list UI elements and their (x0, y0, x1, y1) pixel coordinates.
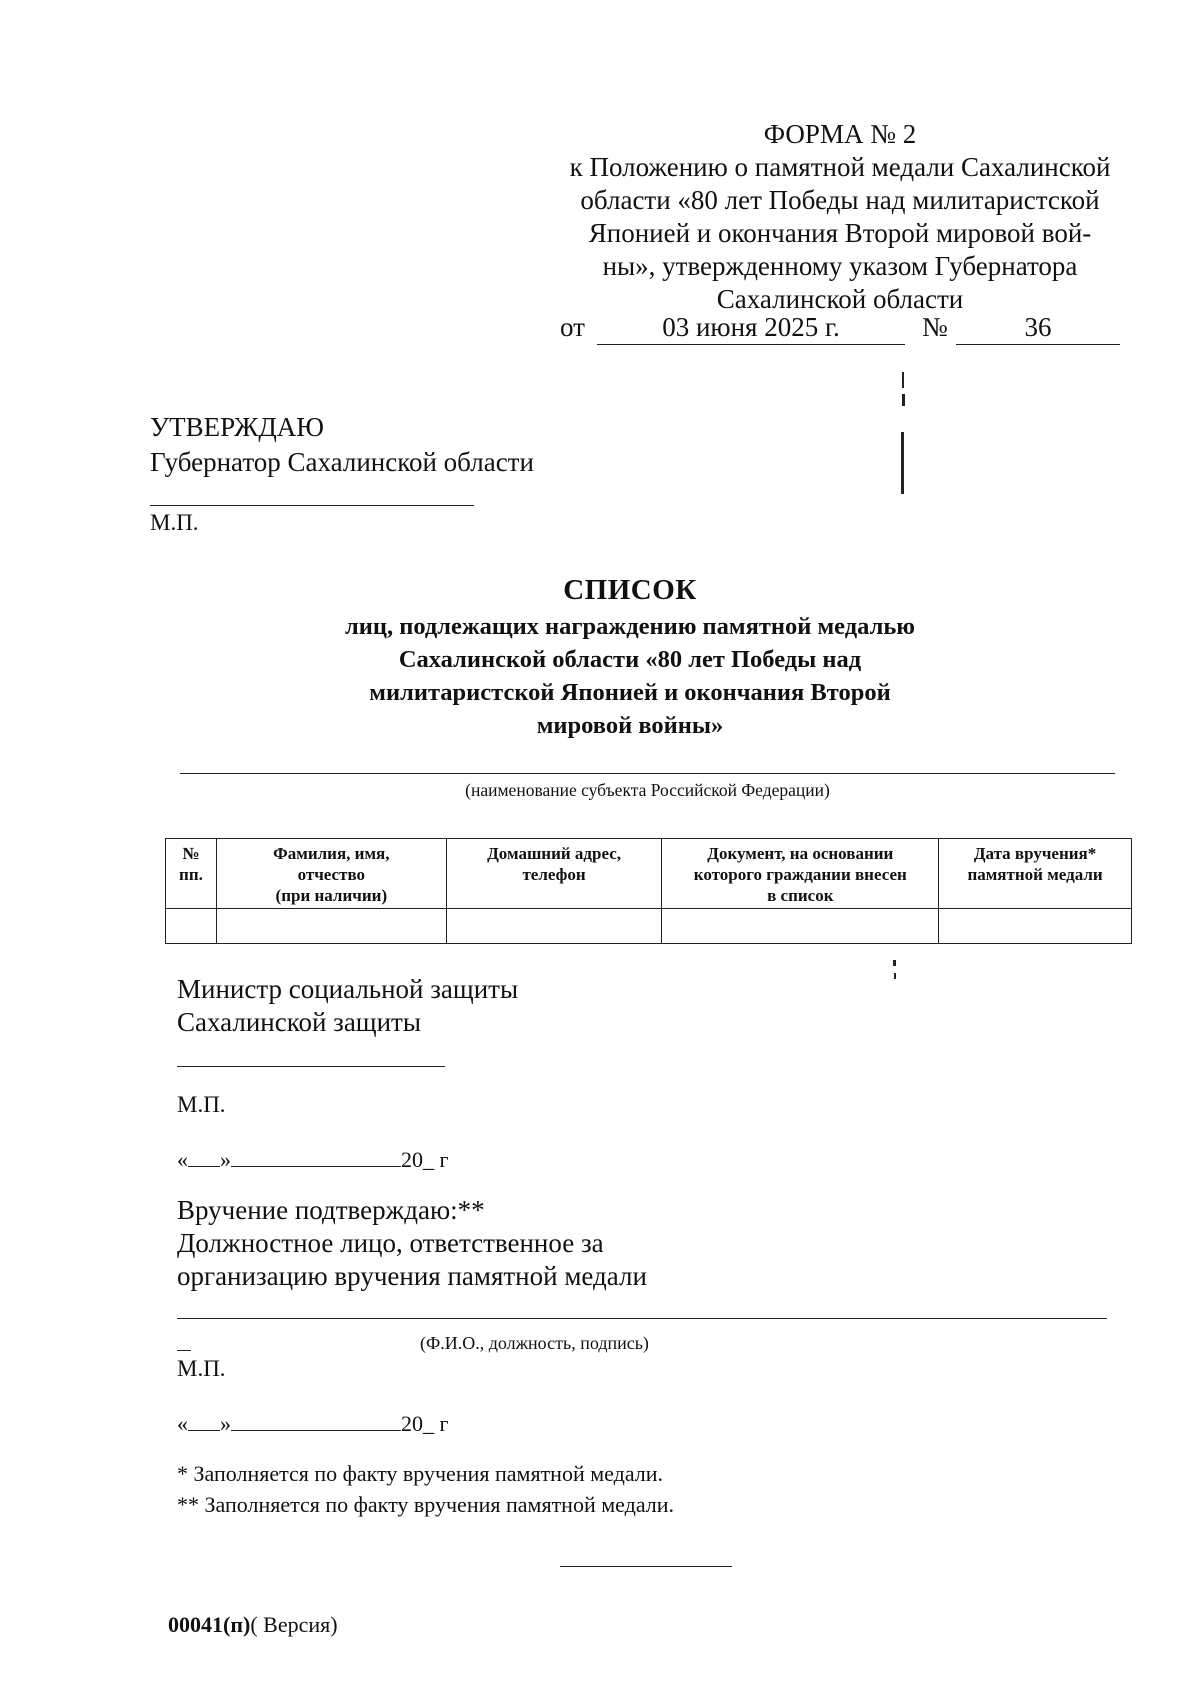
form-header-line: ны», утвержденному указом Губернатора (602, 251, 1078, 281)
table-header-row (166, 839, 1132, 909)
table-cell[interactable] (216, 909, 446, 944)
month-field[interactable] (231, 1146, 401, 1167)
header-text: Документ, на основании (707, 844, 894, 863)
scan-mark (893, 960, 896, 966)
footnote: ** Заполняется по факту вручения памятной медали. (177, 1492, 675, 1517)
date-quote-open: « (177, 1147, 188, 1172)
number-prefix: № (922, 312, 948, 342)
day-field[interactable] (188, 1146, 220, 1167)
year-label: 20_ г (401, 1411, 449, 1436)
form-header-line: к Положению о памятной медали Сахалинской (569, 152, 1111, 182)
header-text: Дата вручения* (973, 844, 1097, 863)
approval-block (150, 410, 534, 480)
header-text: отчество (297, 865, 366, 884)
confirmation-line: организацию вручения памятной медали (177, 1261, 647, 1291)
date-quote-close: » (220, 1411, 231, 1436)
scan-mark (901, 432, 904, 494)
confirmation-line: Вручение подтверждаю:** (177, 1195, 485, 1225)
form-header-line: Японией и окончания Второй мировой вой- (588, 218, 1092, 248)
minister-line: Сахалинской защиты (177, 1007, 421, 1037)
minister-line: Министр социальной защиты (177, 974, 519, 1004)
header-text: Фамилия, имя, (273, 844, 390, 863)
date-prefix: от (560, 312, 585, 342)
form-date-row (560, 312, 1140, 346)
form-header-line: Сахалинской области (716, 284, 964, 314)
doc-version: ( Версия) (250, 1612, 338, 1637)
official-caption: (Ф.И.О., должность, подпись) (420, 1333, 649, 1353)
table-cell[interactable] (446, 909, 662, 944)
stamp-label: М.П. (177, 1092, 226, 1117)
table-cell[interactable] (939, 909, 1132, 944)
title-main: СПИСОК (563, 574, 697, 606)
title-subtitle-line: лиц, подлежащих награждению памятной медалью (344, 613, 916, 640)
subject-caption: (наименование субъекта Российской Федерации) (465, 780, 830, 800)
title-subtitle-line: мировой войны» (536, 712, 724, 739)
approval-position: Губернатор Сахалинской области (150, 447, 534, 477)
minister-signature-line (177, 1066, 445, 1067)
column-header-number (166, 839, 217, 909)
column-header-date (939, 839, 1132, 909)
document-title (240, 570, 1020, 742)
end-divider (560, 1566, 732, 1567)
table-cell[interactable] (166, 909, 217, 944)
date-quote-open: « (177, 1411, 188, 1436)
header-text: № (182, 844, 200, 863)
table-cell[interactable] (662, 909, 939, 944)
number-field: 36 (956, 312, 1120, 345)
header-text: которого граждании внесен (693, 865, 907, 884)
short-dash (177, 1350, 191, 1351)
governor-signature-line (150, 505, 474, 506)
header-text: телефон (522, 865, 586, 884)
document-code (168, 1612, 338, 1638)
year-label: 20_ г (401, 1147, 449, 1172)
confirmation-block (177, 1194, 647, 1293)
column-header-document (662, 839, 939, 909)
scan-mark (902, 372, 904, 388)
header-text: памятной медали (967, 865, 1103, 884)
day-field[interactable] (188, 1410, 220, 1431)
header-text: пп. (179, 865, 203, 884)
minister-date-row (177, 1146, 497, 1172)
column-header-name (216, 839, 446, 909)
title-subtitle-line: милитаристской Японией и окончания Второй (369, 679, 891, 706)
date-quote-close: » (220, 1147, 231, 1172)
scan-mark (902, 394, 905, 406)
header-text: (при наличии) (275, 886, 388, 905)
header-text: в список (767, 886, 834, 905)
form-number: ФОРМА № 2 (763, 119, 917, 149)
official-signature-line (177, 1318, 1107, 1319)
award-table (165, 838, 1132, 944)
minister-block (177, 973, 518, 1039)
date-field: 03 июня 2025 г. (597, 312, 905, 345)
title-subtitle-line: Сахалинской области «80 лет Победы над (398, 646, 862, 673)
footnotes (177, 1458, 674, 1520)
approval-heading: УТВЕРЖДАЮ (150, 412, 325, 442)
header-text: Домашний адрес, (487, 844, 622, 863)
stamp-label: М.П. (177, 1356, 226, 1381)
footnote: * Заполняется по факту вручения памятной медали. (177, 1461, 664, 1486)
month-field[interactable] (231, 1410, 401, 1431)
subject-line (180, 773, 1115, 774)
table-row (166, 909, 1132, 944)
form-header (540, 118, 1140, 316)
confirmation-date-row (177, 1410, 497, 1436)
scan-mark (894, 973, 896, 979)
doc-code: 00041(п) (168, 1612, 251, 1637)
column-header-address (446, 839, 662, 909)
stamp-label: М.П. (150, 510, 199, 535)
form-header-line: области «80 лет Победы над милитаристской (580, 185, 1100, 215)
confirmation-line: Должностное лицо, ответственное за (177, 1228, 604, 1258)
